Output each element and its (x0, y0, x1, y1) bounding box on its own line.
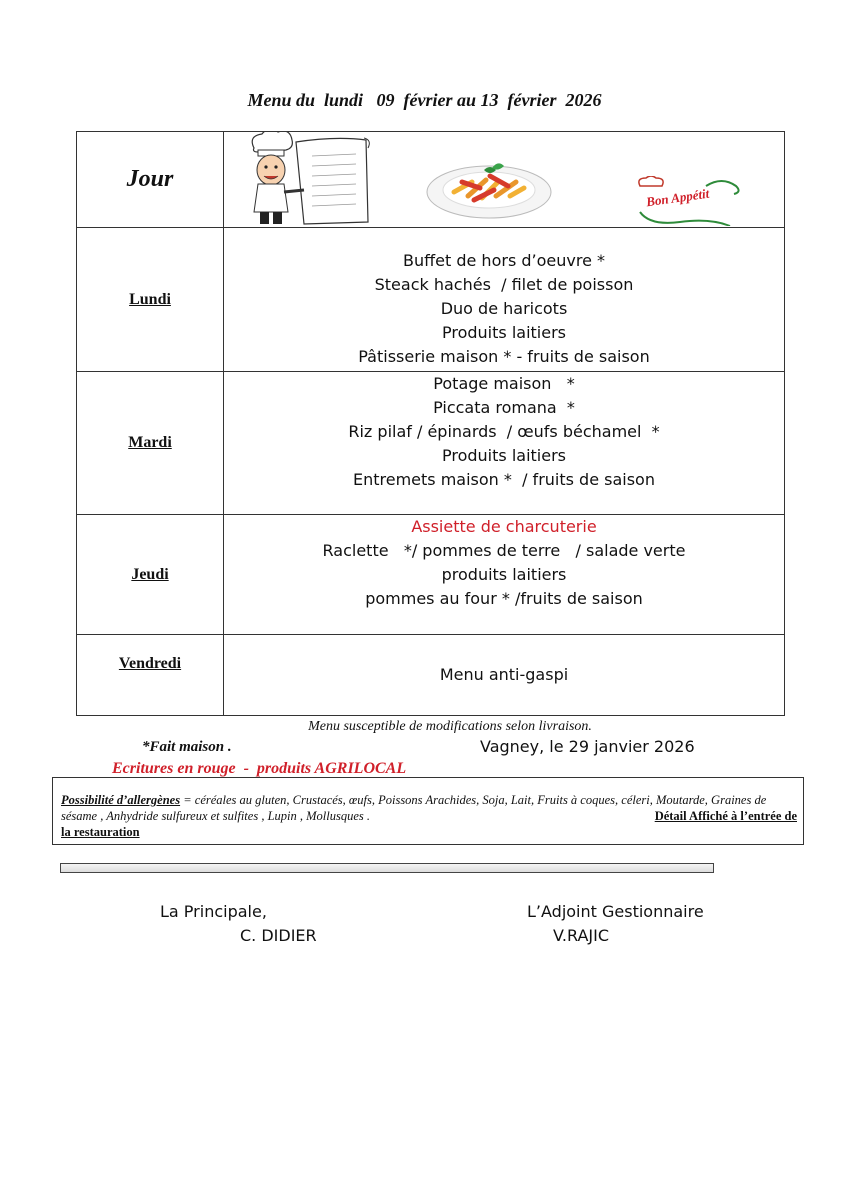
jour-header-cell (77, 132, 224, 228)
principal-name: C. DIDIER (240, 926, 317, 945)
dish-line: pommes au four * /fruits de saison (365, 589, 643, 608)
dish-line: Pâtisserie maison * - fruits de saison (358, 346, 650, 366)
allergen-detail: Détail Affiché à l’entrée de (654, 809, 797, 823)
principal-role: La Principale, (160, 902, 267, 921)
jour-label: Jour (126, 166, 174, 192)
dish-line: Menu anti-gaspi (439, 665, 569, 684)
dish-line: produits laitiers (441, 565, 567, 584)
day-cell (77, 228, 224, 372)
dish-line: Produits laitiers (442, 446, 566, 465)
fait-maison-note: *Fait maison . (142, 739, 232, 755)
day-cell (77, 635, 224, 716)
day-label: Lundi (129, 290, 171, 308)
bon-appetit-text: Bon Appétit (645, 185, 711, 210)
divider-bar (60, 863, 714, 873)
day-row-jeudi (77, 515, 785, 635)
allergen-box (52, 777, 804, 845)
dishes-cell (224, 515, 785, 635)
table-header-row (77, 132, 785, 228)
agrilocal-note: Ecritures en rouge - produits AGRILOCAL (112, 760, 407, 777)
dish-line: Riz pilaf / épinards / œufs béchamel * (348, 422, 660, 441)
day-cell (77, 515, 224, 635)
day-label: Mardi (128, 434, 172, 451)
dish-line: Piccata romana * (433, 398, 575, 417)
day-row-lundi (77, 228, 785, 372)
place-date: Vagney, le 29 janvier 2026 (480, 737, 695, 756)
day-row-vendredi (77, 635, 785, 716)
bon-appetit-logo (636, 176, 746, 226)
dish-line-agrilocal: Assiette de charcuterie (411, 517, 597, 536)
day-cell (77, 372, 224, 515)
header-illustrations (224, 132, 785, 228)
dish-line: Raclette */ pommes de terre / salade verte (322, 541, 686, 560)
chef-illustration (246, 132, 376, 226)
dish-line: Produits laitiers (442, 322, 566, 342)
gestionnaire-name: V.RAJIC (553, 926, 609, 945)
dishes-cell (224, 635, 785, 716)
gestionnaire-role: L’Adjoint Gestionnaire (527, 902, 704, 921)
dish-line: Entremets maison * / fruits de saison (353, 470, 655, 489)
dishes-cell (224, 372, 785, 515)
dish-line: Steack hachés / filet de poisson (374, 274, 634, 294)
dish-line: Potage maison * (433, 374, 575, 393)
allergen-list: = céréales au gluten, Crustacés, œufs, Poissons Arachides, Soja, Lait, Fruits à coques, céleri, Moutarde, Graines de sésame , Anhydride sulfureux et sulfites , Lupin , Mollusques . (61, 793, 767, 823)
dish-line: Buffet de hors d’oeuvre * (403, 250, 605, 270)
dish-line: Duo de haricots (440, 298, 568, 318)
allergen-detail-2: la restauration (61, 825, 140, 839)
dishes-cell (224, 228, 785, 372)
modification-note: Menu susceptible de modifications selon livraison. (308, 719, 592, 734)
allergen-title: Possibilité d’allergènes (61, 793, 181, 807)
page-title: Menu du lundi 09 février au 13 février 2026 (247, 90, 602, 110)
day-row-mardi (77, 372, 785, 515)
day-label: Jeudi (131, 565, 169, 583)
menu-table (76, 131, 785, 716)
pasta-plate-illustration (424, 152, 554, 222)
day-label: Vendredi (118, 655, 182, 672)
